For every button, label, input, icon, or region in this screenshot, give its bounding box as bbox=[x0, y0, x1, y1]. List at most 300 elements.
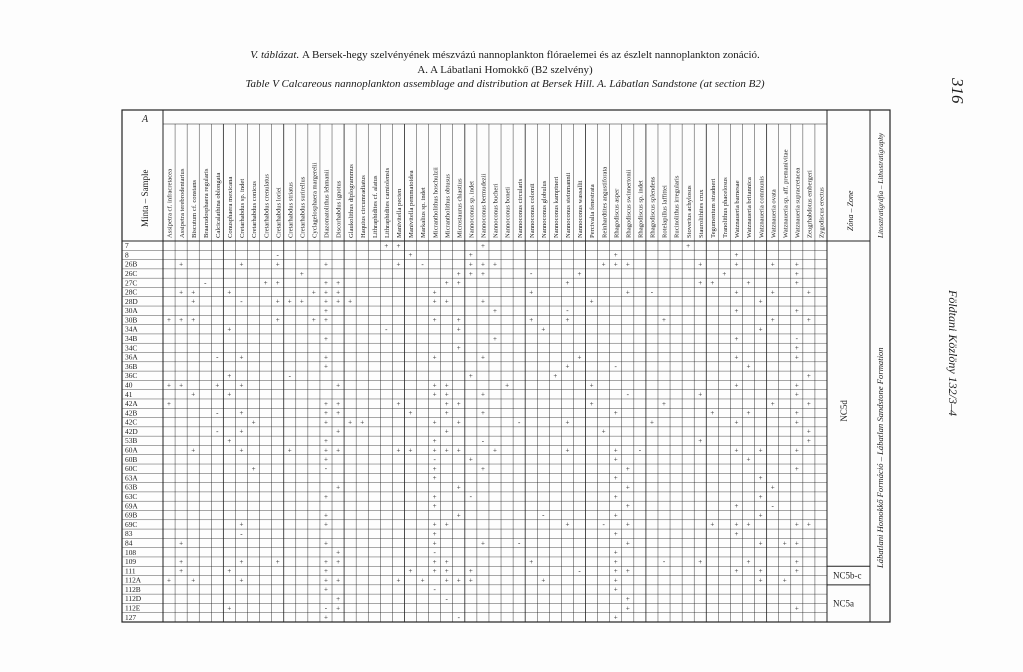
occurrence-mark: + bbox=[480, 539, 485, 548]
species-name: Haquius circumradiatus bbox=[359, 175, 367, 238]
occurrence-mark: + bbox=[287, 297, 292, 306]
rare-mark: - bbox=[481, 436, 485, 445]
occurrence-mark: + bbox=[565, 362, 570, 371]
sample-label: 108 bbox=[125, 547, 137, 557]
occurrence-mark: + bbox=[239, 353, 244, 362]
occurrence-mark: + bbox=[275, 557, 280, 566]
occurrence-mark: + bbox=[480, 269, 485, 278]
occurrence-mark: + bbox=[191, 390, 196, 399]
occurrence-mark: + bbox=[734, 567, 739, 576]
occurrence-mark: + bbox=[613, 613, 618, 622]
species-name: Nannoconus steinmannii bbox=[565, 172, 573, 238]
occurrence-mark: + bbox=[625, 464, 630, 473]
species-name: Lithraphidites cf. alatus bbox=[371, 175, 379, 238]
occurrence-mark: + bbox=[758, 511, 763, 520]
occurrence-mark: + bbox=[662, 399, 666, 408]
species-name: Markalius sp. indet bbox=[420, 187, 428, 238]
occurrence-mark: + bbox=[613, 446, 618, 455]
occurrence-mark: + bbox=[480, 390, 485, 399]
occurrence-mark: + bbox=[324, 316, 328, 325]
sample-label: 63A bbox=[125, 473, 138, 483]
species-name: Rotelapillus laffittei bbox=[661, 185, 669, 238]
occurrence-mark: + bbox=[565, 316, 570, 325]
occurrence-mark: + bbox=[191, 316, 196, 325]
occurrence-mark: + bbox=[541, 325, 546, 334]
occurrence-mark: + bbox=[239, 576, 244, 585]
rare-mark: - bbox=[626, 390, 629, 399]
occurrence-mark: + bbox=[746, 279, 751, 288]
occurrence-mark: + bbox=[191, 297, 196, 306]
rare-mark: - bbox=[517, 539, 521, 548]
sample-label: 28D bbox=[125, 296, 138, 306]
occurrence-mark: + bbox=[432, 381, 437, 390]
occurrence-mark: + bbox=[324, 297, 328, 306]
occurrence-mark: + bbox=[432, 437, 437, 446]
species-name: Cretarhabdus crenulatus bbox=[263, 174, 271, 238]
occurrence-mark: + bbox=[734, 520, 739, 529]
occurrence-mark: + bbox=[565, 279, 570, 288]
occurrence-mark: + bbox=[444, 446, 449, 455]
occurrence-mark: + bbox=[806, 427, 811, 436]
species-name: Watznaueria barnesae bbox=[734, 180, 742, 238]
occurrence-mark: + bbox=[432, 492, 437, 501]
occurrence-mark: + bbox=[794, 464, 799, 473]
sample-label: 112D bbox=[125, 594, 142, 604]
occurrence-mark: + bbox=[613, 576, 618, 585]
occurrence-mark: + bbox=[625, 604, 630, 613]
occurrence-mark: + bbox=[794, 344, 799, 353]
rare-mark: - bbox=[385, 325, 388, 334]
page-number: 316 bbox=[948, 78, 967, 104]
occurrence-mark: + bbox=[324, 437, 328, 446]
occurrence-mark: + bbox=[324, 334, 328, 343]
occurrence-mark: + bbox=[746, 520, 751, 529]
journal-name: Földtani Közlöny 132/3–4 bbox=[946, 290, 960, 416]
occurrence-mark: + bbox=[553, 371, 558, 380]
occurrence-mark: + bbox=[444, 576, 449, 585]
sample-label: 83 bbox=[125, 529, 133, 539]
occurrence-mark: + bbox=[806, 437, 811, 446]
occurrence-mark: + bbox=[444, 520, 449, 529]
occurrence-mark: + bbox=[324, 520, 328, 529]
species-name: Cretarhabdus striatus bbox=[287, 182, 295, 238]
occurrence-mark: + bbox=[794, 269, 799, 278]
occurrence-mark: + bbox=[239, 520, 244, 529]
occurrence-mark: + bbox=[577, 353, 582, 362]
occurrence-mark: + bbox=[480, 260, 485, 269]
sample-label: 36B bbox=[125, 361, 138, 371]
occurrence-mark: + bbox=[734, 381, 739, 390]
species-name: Cretarhabdus sp. indet bbox=[239, 178, 247, 238]
species-name: Rucinolithus irregularis bbox=[673, 175, 681, 238]
species-name: Micrantholithus hoschulzii bbox=[432, 167, 440, 238]
occurrence-mark: + bbox=[336, 297, 341, 306]
occurrence-mark: + bbox=[432, 502, 437, 511]
occurrence-mark: + bbox=[613, 409, 618, 418]
sample-label: 34C bbox=[125, 343, 138, 353]
occurrence-mark: + bbox=[432, 446, 437, 455]
occurrence-mark: + bbox=[336, 427, 341, 436]
occurrence-mark: + bbox=[468, 260, 473, 269]
occurrence-mark: + bbox=[348, 297, 353, 306]
occurrence-mark: + bbox=[480, 297, 485, 306]
occurrence-mark: + bbox=[565, 446, 570, 455]
sample-label: 60C bbox=[125, 464, 138, 474]
occurrence-mark: + bbox=[263, 279, 268, 288]
occurrence-mark: + bbox=[589, 381, 594, 390]
rare-mark: - bbox=[530, 269, 533, 278]
occurrence-mark: + bbox=[758, 446, 763, 455]
occurrence-mark: + bbox=[456, 325, 461, 334]
occurrence-mark: + bbox=[336, 548, 341, 557]
occurrence-mark: + bbox=[408, 409, 413, 418]
sample-label: 28C bbox=[125, 287, 138, 297]
occurrence-mark: + bbox=[444, 567, 449, 576]
occurrence-mark: + bbox=[348, 418, 353, 427]
occurrence-mark: + bbox=[589, 297, 594, 306]
species-name: Manivitella pemmatoidea bbox=[408, 170, 416, 238]
species-name: Rhagodiscus sp. indet bbox=[637, 180, 645, 238]
occurrence-mark: + bbox=[456, 446, 461, 455]
occurrence-mark: + bbox=[613, 529, 618, 538]
occurrence-mark: + bbox=[698, 260, 703, 269]
occurrence-mark: + bbox=[408, 567, 413, 576]
table-number: V. táblázat. bbox=[250, 49, 300, 61]
occurrence-mark: + bbox=[179, 316, 184, 325]
occurrence-mark: + bbox=[251, 418, 256, 427]
sample-label: 84 bbox=[125, 538, 133, 548]
occurrence-mark: + bbox=[746, 362, 751, 371]
rare-mark: - bbox=[240, 297, 243, 306]
occurrence-mark: + bbox=[456, 279, 461, 288]
occurrence-mark: + bbox=[770, 288, 775, 297]
occurrence-mark: + bbox=[444, 279, 449, 288]
species-name: Reinhardtites angustiforata bbox=[601, 166, 609, 238]
sample-label: 36A bbox=[125, 352, 138, 362]
occurrence-mark: + bbox=[408, 251, 413, 260]
species-name: Nannoconus circularis bbox=[516, 178, 524, 238]
occurrence-mark: + bbox=[444, 390, 449, 399]
occurrence-mark: + bbox=[432, 557, 437, 566]
species-name: Assipetra terebrodentarius bbox=[178, 168, 186, 238]
occurrence-mark: + bbox=[746, 455, 751, 464]
occurrence-mark: + bbox=[794, 557, 799, 566]
occurrence-mark: + bbox=[324, 409, 328, 418]
rare-mark: - bbox=[324, 464, 328, 473]
occurrence-mark: + bbox=[324, 446, 328, 455]
occurrence-mark: + bbox=[239, 557, 244, 566]
species-name: Nannoconus bermudezii bbox=[480, 173, 488, 238]
occurrence-mark: + bbox=[625, 288, 630, 297]
sample-label: 69A bbox=[125, 501, 138, 511]
occurrence-mark: + bbox=[324, 260, 328, 269]
sample-label: 63C bbox=[125, 491, 138, 501]
rare-mark: - bbox=[662, 557, 666, 566]
occurrence-mark: + bbox=[287, 446, 292, 455]
sample-label: 42C bbox=[125, 417, 138, 427]
species-name: Biscutum cf. constans bbox=[190, 179, 198, 238]
occurrence-mark: + bbox=[480, 464, 485, 473]
occurrence-mark: + bbox=[324, 585, 328, 594]
occurrence-mark: + bbox=[299, 297, 304, 306]
occurrence-mark: + bbox=[408, 446, 413, 455]
occurrence-mark: + bbox=[806, 316, 811, 325]
occurrence-mark: + bbox=[758, 297, 763, 306]
rare-mark: - bbox=[771, 501, 774, 510]
rare-mark: - bbox=[566, 306, 569, 315]
occurrence-mark: + bbox=[625, 483, 630, 492]
occurrence-mark: + bbox=[227, 437, 232, 446]
occurrence-mark: + bbox=[794, 279, 799, 288]
occurrence-mark: + bbox=[794, 353, 799, 362]
occurrence-mark: + bbox=[625, 595, 630, 604]
sample-label: 63B bbox=[125, 482, 138, 492]
rare-mark: - bbox=[276, 250, 279, 259]
occurrence-mark: + bbox=[794, 260, 799, 269]
occurrence-mark: + bbox=[480, 409, 485, 418]
occurrence-mark: + bbox=[336, 557, 341, 566]
occurrence-mark: + bbox=[806, 399, 811, 408]
occurrence-mark: + bbox=[734, 529, 739, 538]
occurrence-mark: + bbox=[468, 455, 473, 464]
occurrence-mark: + bbox=[686, 241, 691, 250]
occurrence-mark: + bbox=[444, 409, 449, 418]
occurrence-mark: + bbox=[215, 381, 220, 390]
occurrence-mark: + bbox=[396, 260, 401, 269]
sample-label: 42A bbox=[125, 399, 138, 409]
species-name: Nannoconus kamptneri bbox=[553, 176, 561, 238]
occurrence-mark: + bbox=[432, 567, 437, 576]
rare-mark: - bbox=[421, 260, 424, 269]
occurrence-mark: + bbox=[432, 529, 437, 538]
occurrence-mark: + bbox=[794, 520, 799, 529]
species-name: Watznaueria britannica bbox=[746, 177, 754, 238]
occurrence-mark: + bbox=[324, 567, 328, 576]
species-name: Watznaueria ovata bbox=[770, 189, 778, 238]
occurrence-mark: + bbox=[324, 576, 328, 585]
rare-mark: - bbox=[216, 408, 219, 417]
occurrence-mark: + bbox=[432, 464, 437, 473]
sample-label: 112B bbox=[125, 584, 141, 594]
occurrence-mark: + bbox=[444, 557, 449, 566]
occurrence-mark: + bbox=[324, 511, 328, 520]
litho-header: Litosztratigráfia – Lithostratigraphy bbox=[877, 132, 885, 238]
zone-label: NC5a bbox=[833, 598, 854, 609]
rare-mark: - bbox=[216, 427, 219, 436]
occurrence-mark: + bbox=[493, 260, 497, 269]
occurrence-mark: + bbox=[613, 585, 618, 594]
occurrence-mark: + bbox=[493, 446, 497, 455]
occurrence-mark: + bbox=[167, 576, 172, 585]
sample-label: 111 bbox=[125, 566, 136, 576]
occurrence-mark: + bbox=[396, 446, 401, 455]
occurrence-mark: + bbox=[782, 576, 787, 585]
species-name: Diazomatolithus lehmanii bbox=[323, 169, 331, 238]
occurrence-mark: + bbox=[806, 371, 811, 380]
occurrence-mark: + bbox=[794, 418, 799, 427]
rare-mark: - bbox=[433, 585, 436, 594]
occurrence-mark: + bbox=[734, 251, 739, 260]
occurrence-mark: + bbox=[770, 316, 775, 325]
species-name: Cretarhabdus surirellus bbox=[299, 176, 307, 238]
occurrence-mark: + bbox=[324, 455, 328, 464]
species-name: Rhagodiscus swinnertonii bbox=[625, 169, 633, 238]
occurrence-mark: + bbox=[770, 483, 775, 492]
occurrence-mark: + bbox=[444, 297, 449, 306]
occurrence-mark: + bbox=[239, 381, 244, 390]
species-name: Lithraphidites carniolensis bbox=[384, 167, 392, 238]
occurrence-mark: + bbox=[191, 446, 196, 455]
occurrence-mark: + bbox=[432, 520, 437, 529]
occurrence-mark: + bbox=[336, 399, 341, 408]
occurrence-mark: + bbox=[360, 418, 365, 427]
occurrence-mark: + bbox=[770, 399, 775, 408]
occurrence-mark: + bbox=[191, 288, 196, 297]
occurrence-mark: + bbox=[710, 520, 715, 529]
sample-label: 112A bbox=[125, 575, 142, 585]
occurrence-mark: + bbox=[529, 557, 534, 566]
rare-mark: - bbox=[445, 594, 448, 603]
occurrence-mark: + bbox=[541, 576, 546, 585]
occurrence-mark: + bbox=[179, 381, 184, 390]
rare-mark: - bbox=[433, 548, 436, 557]
occurrence-mark: + bbox=[468, 269, 473, 278]
occurrence-mark: + bbox=[336, 483, 341, 492]
species-name: Tranolithus phacelosus bbox=[722, 177, 730, 238]
occurrence-mark: + bbox=[420, 576, 425, 585]
occurrence-mark: + bbox=[758, 325, 763, 334]
occurrence-mark: + bbox=[227, 567, 232, 576]
occurrence-mark: + bbox=[722, 269, 727, 278]
occurrence-mark: + bbox=[734, 502, 739, 511]
occurrence-mark: + bbox=[324, 279, 328, 288]
occurrence-mark: + bbox=[734, 334, 739, 343]
occurrence-mark: + bbox=[601, 260, 606, 269]
table-frame bbox=[122, 110, 890, 622]
occurrence-mark: + bbox=[794, 567, 799, 576]
occurrence-mark: + bbox=[456, 576, 461, 585]
occurrence-mark: + bbox=[698, 437, 703, 446]
species-name: Cyclagelosphaera margerelii bbox=[311, 162, 319, 238]
occurrence-mark: + bbox=[227, 604, 232, 613]
occurrence-mark: + bbox=[529, 288, 534, 297]
species-name: Assipetra cf. infracretacea bbox=[166, 168, 174, 238]
occurrence-mark: + bbox=[734, 260, 739, 269]
occurrence-mark: + bbox=[698, 557, 703, 566]
occurrence-mark: + bbox=[734, 353, 739, 362]
occurrence-mark: + bbox=[311, 316, 316, 325]
occurrence-mark: + bbox=[324, 362, 328, 371]
zone-label: NC5b-c bbox=[833, 570, 862, 581]
rare-mark: - bbox=[457, 613, 460, 622]
sample-label: 34B bbox=[125, 334, 138, 344]
sample-label: 36C bbox=[125, 371, 138, 381]
sample-label: 60B bbox=[125, 454, 138, 464]
species-name: Nannoconus boneti bbox=[504, 186, 512, 238]
occurrence-mark: + bbox=[324, 557, 328, 566]
occurrence-mark: + bbox=[794, 306, 799, 315]
occurrence-mark: + bbox=[613, 567, 618, 576]
occurrence-mark: + bbox=[336, 576, 341, 585]
occurrence-mark: + bbox=[710, 279, 715, 288]
species-name: Nannoconus globulus bbox=[540, 180, 548, 238]
occurrence-mark: + bbox=[336, 446, 341, 455]
occurrence-mark: + bbox=[167, 316, 172, 325]
species-name: Calcicalathina oblongata bbox=[214, 172, 222, 238]
species-name: Microstaurus chiastius bbox=[456, 178, 464, 238]
occurrence-mark: + bbox=[758, 492, 763, 501]
species-name: Rhagodiscus asper bbox=[613, 188, 621, 238]
sample-label: 109 bbox=[125, 557, 137, 567]
species-name: Stoverius achylosus bbox=[685, 185, 693, 238]
occurrence-mark: + bbox=[275, 316, 280, 325]
zone-label: NC5d bbox=[839, 400, 849, 422]
occurrence-mark: + bbox=[336, 279, 341, 288]
occurrence-mark: + bbox=[167, 381, 172, 390]
sample-label: 26B bbox=[125, 259, 138, 269]
rare-mark: - bbox=[602, 520, 605, 529]
occurrence-mark: + bbox=[613, 455, 618, 464]
section-letter: A bbox=[142, 114, 149, 125]
sample-label: 42B bbox=[125, 408, 138, 418]
species-name: Manivitella pecten bbox=[396, 188, 404, 238]
formation-name: Lábatlani Homokkő Formáció – Lábatlan Sandstone Formation bbox=[875, 347, 885, 568]
occurrence-mark: + bbox=[456, 269, 461, 278]
occurrence-mark: + bbox=[625, 567, 630, 576]
occurrence-mark: + bbox=[396, 241, 401, 250]
sample-label: 53B bbox=[125, 436, 138, 446]
occurrence-mark: + bbox=[758, 567, 763, 576]
occurrence-mark: + bbox=[396, 576, 401, 585]
occurrence-mark: + bbox=[336, 288, 341, 297]
occurrence-mark: + bbox=[432, 418, 437, 427]
sample-label: 27C bbox=[125, 278, 138, 288]
occurrence-mark: + bbox=[299, 269, 304, 278]
occurrence-mark: + bbox=[444, 381, 449, 390]
occurrence-mark: + bbox=[529, 316, 534, 325]
occurrence-mark: + bbox=[456, 399, 461, 408]
table-title-text: A Bersek-hegy szelvényének mészvázú nannoplankton flóraelemei és az észlelt nannoplankton zonáció. bbox=[301, 49, 760, 61]
sample-label: 127 bbox=[125, 612, 137, 622]
occurrence-mark: + bbox=[227, 390, 232, 399]
occurrence-mark: + bbox=[613, 474, 618, 483]
occurrence-mark: + bbox=[601, 427, 606, 436]
rare-mark: - bbox=[288, 371, 291, 380]
rare-mark: - bbox=[542, 511, 545, 520]
occurrence-mark: + bbox=[746, 409, 751, 418]
species-name: Cretarhabdus loriei bbox=[275, 187, 283, 238]
rare-mark: - bbox=[433, 455, 436, 464]
occurrence-mark: + bbox=[806, 288, 811, 297]
occurrence-mark: + bbox=[758, 576, 763, 585]
rare-mark: - bbox=[469, 492, 473, 501]
species-name: Glaukolithus diplogrammus bbox=[347, 164, 355, 238]
rare-mark: - bbox=[795, 334, 798, 343]
occurrence-mark: + bbox=[480, 353, 485, 362]
occurrence-mark: + bbox=[444, 427, 449, 436]
occurrence-mark: + bbox=[662, 316, 666, 325]
occurrence-mark: + bbox=[468, 371, 473, 380]
occurrence-mark: + bbox=[456, 483, 461, 492]
occurrence-mark: + bbox=[432, 474, 437, 483]
occurrence-mark: + bbox=[758, 539, 763, 548]
rare-mark: - bbox=[650, 288, 654, 297]
species-name: Braarudosphaera regularis bbox=[202, 168, 210, 238]
rare-mark: - bbox=[578, 566, 581, 575]
occurrence-mark: + bbox=[336, 595, 341, 604]
occurrence-mark: + bbox=[324, 399, 328, 408]
occurrence-mark: + bbox=[468, 251, 473, 260]
